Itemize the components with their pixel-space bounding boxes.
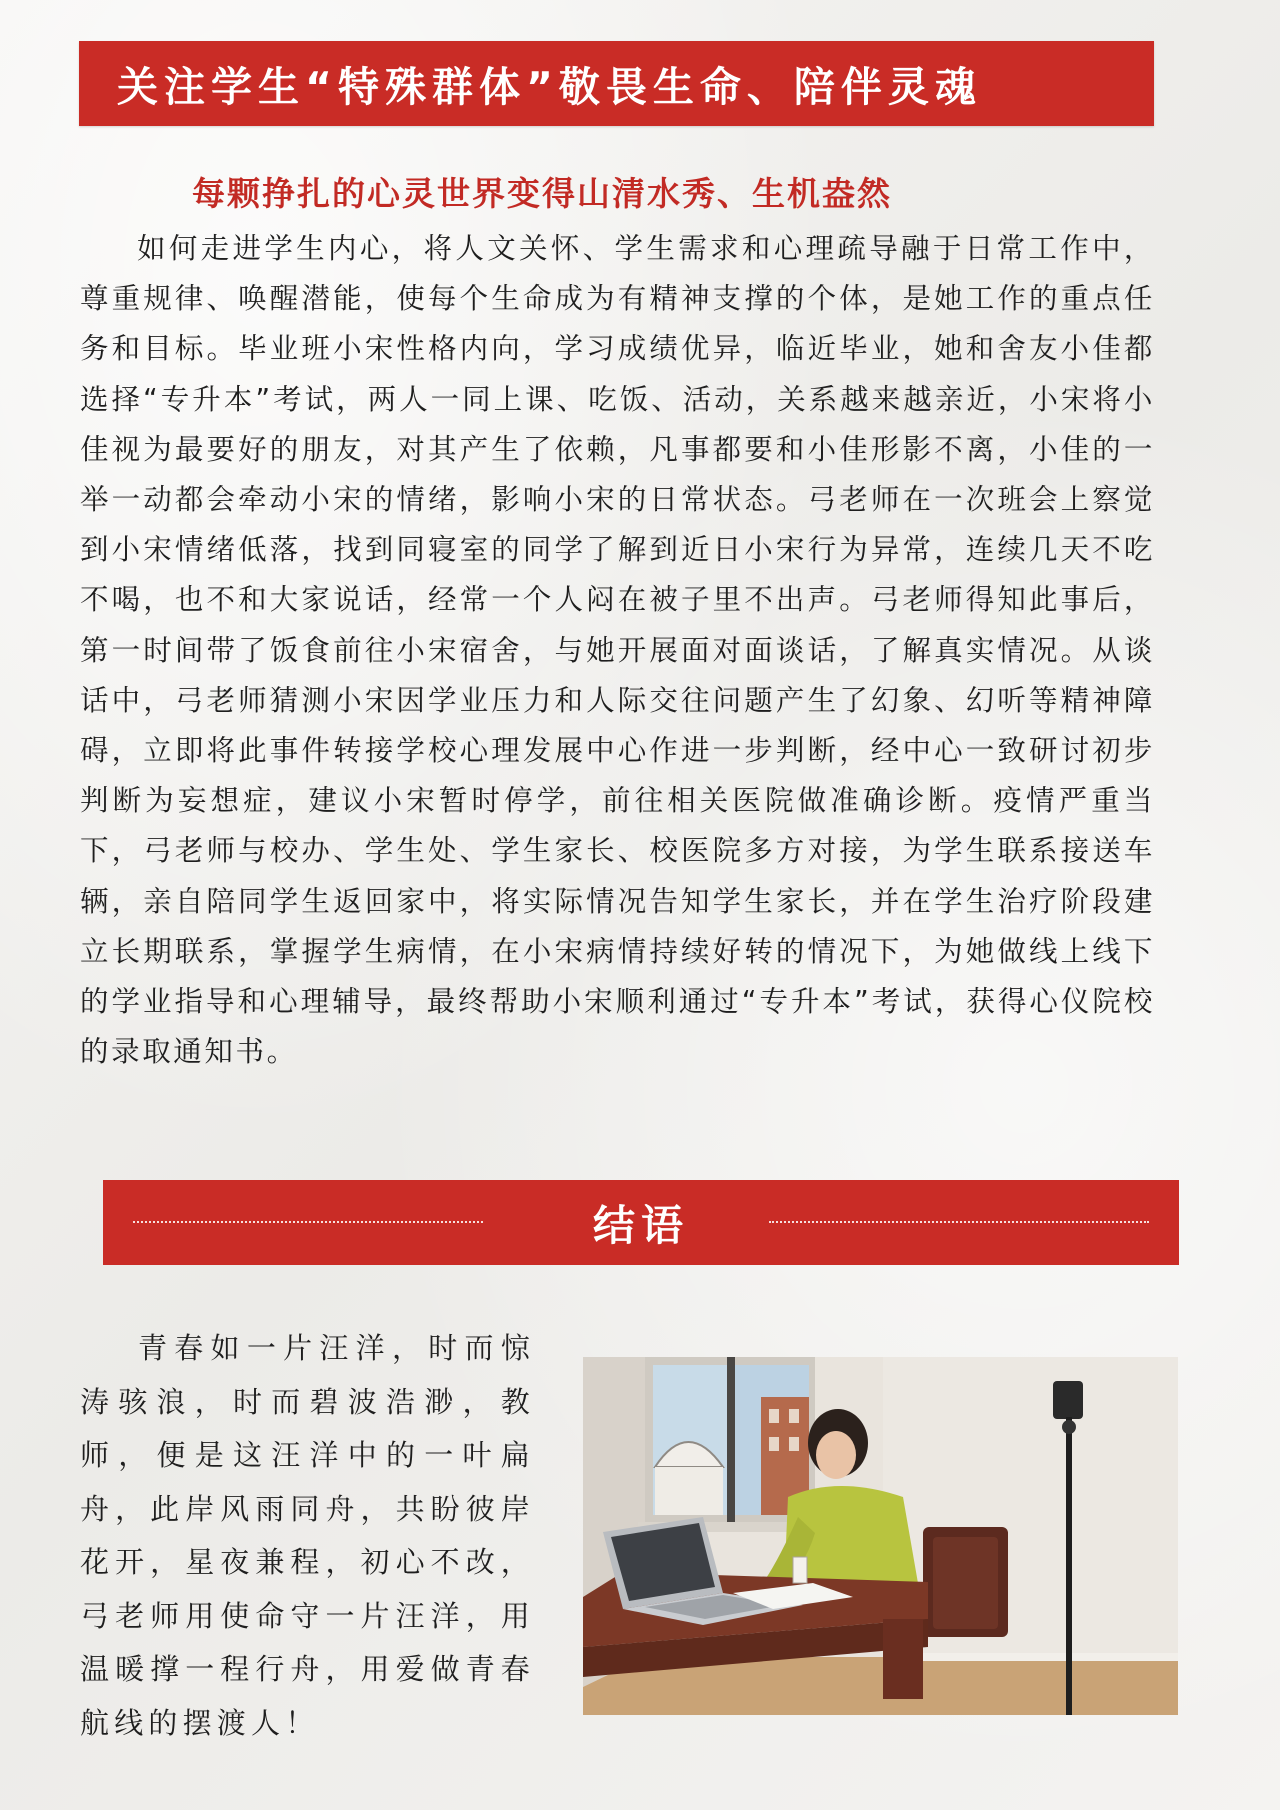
dotted-rule-left bbox=[133, 1221, 483, 1223]
section-subheading: 每颗挣扎的心灵世界变得山清水秀、生机盎然 bbox=[192, 174, 892, 213]
conclusion-bar bbox=[103, 1180, 1179, 1265]
title-banner bbox=[79, 41, 1154, 126]
conclusion-paragraph: 青春如一片汪洋，时而惊涛骇浪，时而碧波浩渺，教师，便是这汪洋中的一叶扁舟，此岸风雨同舟，共盼彼岸花开，星夜兼程，初心不改，弓老师用使命守一片汪洋，用温暖撑一程行舟，用爱做青春航线的摆渡人！ bbox=[80, 1331, 535, 1740]
conclusion-title: 结语 bbox=[592, 1200, 689, 1250]
page-title: 关注学生“特殊群体”敬畏生命、陪伴灵魂 bbox=[117, 63, 982, 111]
teacher-photo-illustration bbox=[583, 1357, 1178, 1715]
dotted-rule-right bbox=[769, 1221, 1149, 1223]
body-paragraph: 如何走进学生内心，将人文关怀、学生需求和心理疏导融于日常工作中，尊重规律、唤醒潜能，使每个生命成为有精神支撑的个体，是她工作的重点任务和目标。毕业班小宋性格内向，学习成绩优异，临近毕业，她和舍友小佳都选择“专升本”考试，两人一同上课、吃饭、活动，关系越来越亲近，小宋将小佳视为最要好的朋友，对其产生了依赖，凡事都要和小佳形影不离，小佳的一举一动都会牵动小宋的情绪，影响小宋的日常状态。弓老师在一次班会上察觉到小宋情绪低落，找到同寝室的同学了解到近日小宋行为异常，连续几天不吃不喝，也不和大家说话，经常一个人闷在被子里不出声。弓老师得知此事后，第一时间带了饭食前往小宋宿舍，与她开展面对面谈话，了解真实情况。从谈话中，弓老师猜测小宋因学业压力和人际交往问题产生了幻象、幻听等精神障碍，立即将此事件转接学校心理发展中心作进一步判断，经中心一致研讨初步判断为妄想症，建议小宋暂时停学，前往相关医院做准确诊断。疫情严重当下，弓老师与校办、学生处、学生家长、校医院多方对接，为学生联系接送车辆，亲自陪同学生返回家中，将实际情况告知学生家长，并在学生治疗阶段建立长期联系，掌握学生病情，在小宋病情持续好转的情况下，为她做线上线下的学业指导和心理辅导，最终帮助小宋顺利通过“专升本”考试，获得心仪院校的录取通知书。 bbox=[80, 232, 1155, 1069]
teacher-photo bbox=[583, 1357, 1178, 1715]
